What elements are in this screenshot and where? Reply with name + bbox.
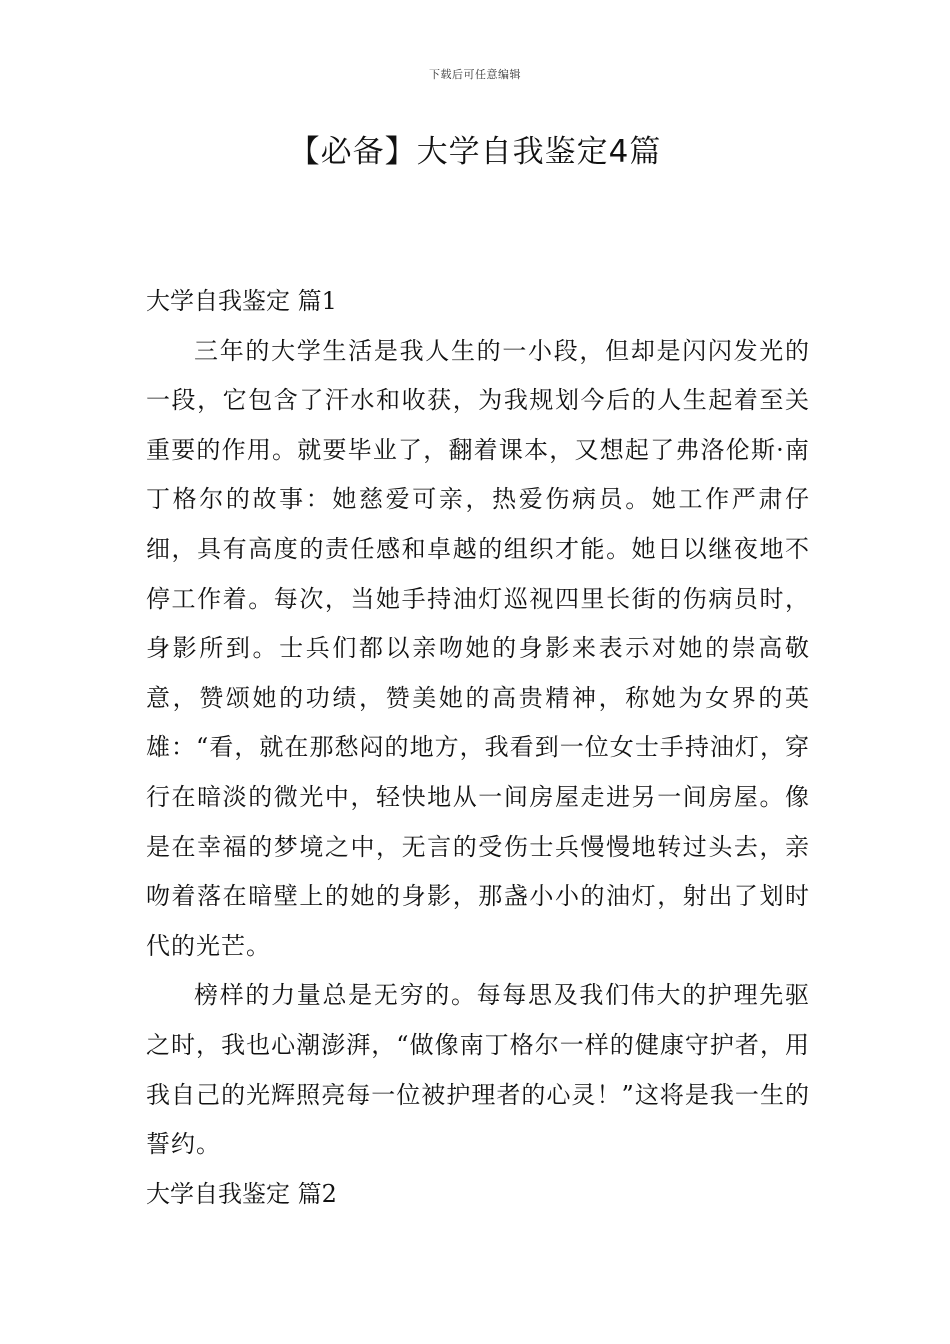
- section-1-paragraph-1: 三年的大学生活是我人生的一小段，但却是闪闪发光的一段，它包含了汗水和收获，为我规划今后的人生起着至关重要的作用。就要毕业了，翻着课本，又想起了弗洛伦斯·南丁格尔的故事：她慈爱可亲，热爱伤病员。她工作严肃仔细，具有高度的责任感和卓越的组织才能。她日以继夜地不停工作着。每次，当她手持油灯巡视四里长街的伤病员时，身影所到。士兵们都以亲吻她的身影来表示对她的崇高敬意，赞颂她的功绩，赞美她的高贵精神，称她为女界的英雄：“看，就在那愁闷的地方，我看到一位女士手持油灯，穿行在暗淡的微光中，轻快地从一间房屋走进另一间房屋。像是在幸福的梦境之中，无言的受伤士兵慢慢地转过头去，亲吻着落在暗壁上的她的身影，那盏小小的油灯，射出了划时代的光芒。: [146, 336, 810, 960]
- header-note: 下载后可任意编辑: [429, 68, 521, 81]
- section-heading-1: 大学自我鉴定 篇1: [146, 287, 337, 315]
- document-title: 【必备】大学自我鉴定4篇: [288, 134, 662, 170]
- document-body: [146, 277, 810, 1219]
- section-1-paragraph-2: 榜样的力量总是无穷的。每每思及我们伟大的护理先驱之时，我也心潮澎湃，“做像南丁格尔一样的健康守护者，用我自己的光辉照亮每一位被护理者的心灵！”这将是我一生的誓约。: [146, 981, 810, 1159]
- section-heading-2: 大学自我鉴定 篇2: [146, 1179, 337, 1208]
